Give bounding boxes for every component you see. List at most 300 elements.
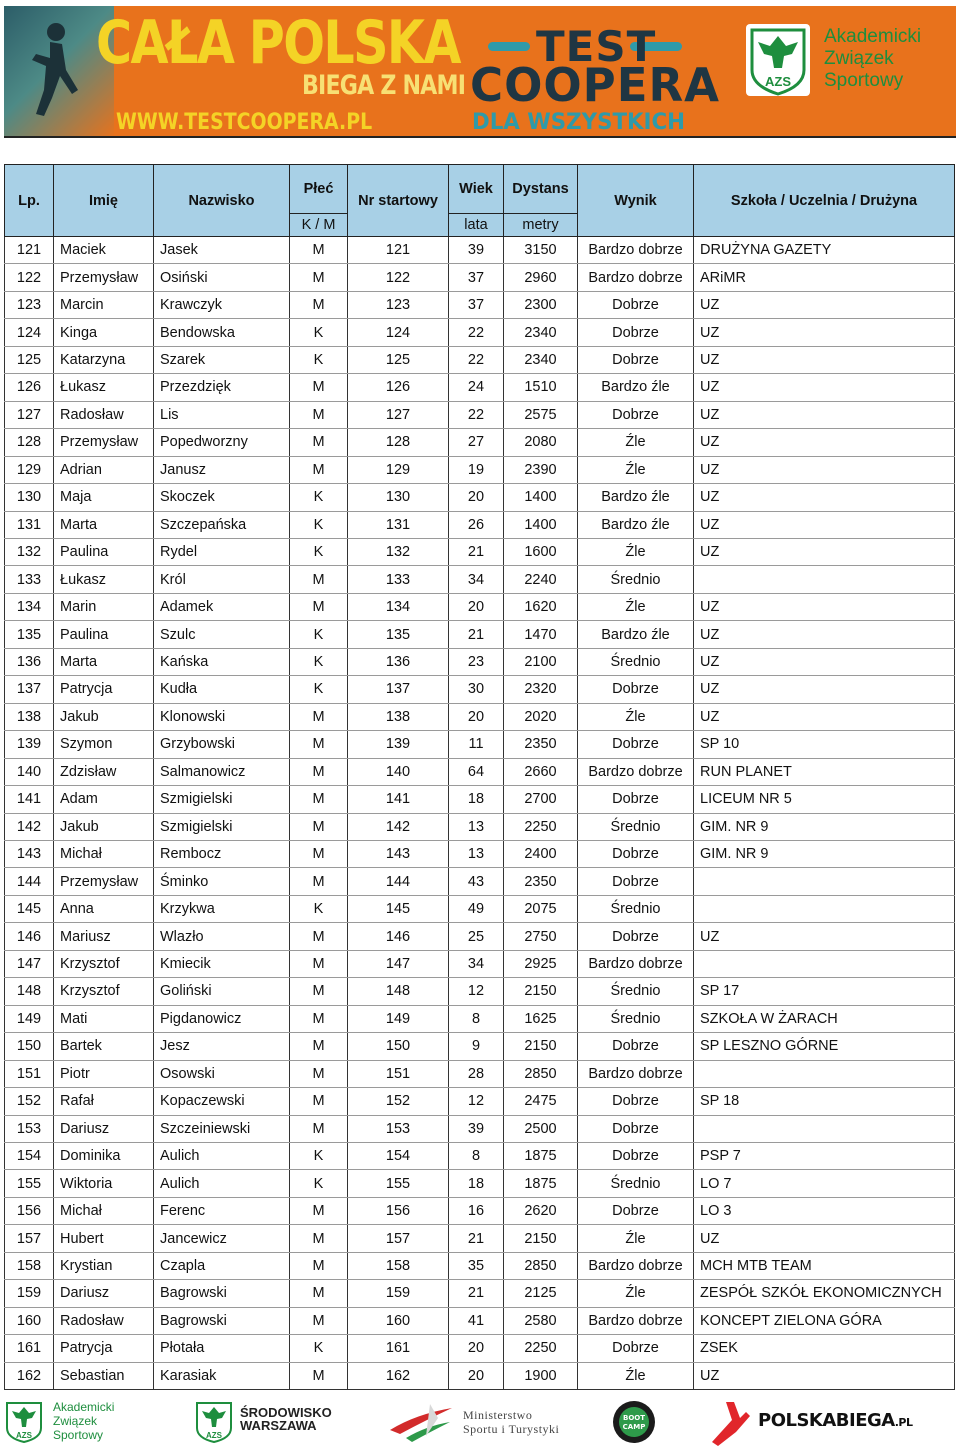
cell-lp: 159 [5, 1280, 54, 1307]
cell-lp: 140 [5, 758, 54, 785]
cell-distance: 1875 [504, 1170, 578, 1197]
cell-gender: M [290, 1005, 348, 1032]
cell-result: Bardzo źle [578, 511, 694, 538]
cell-first-name: Marcin [54, 291, 154, 318]
cell-age: 13 [449, 813, 504, 840]
sponsor-footer [0, 1394, 960, 1450]
cell-age: 25 [449, 923, 504, 950]
cell-school-team: GIM. NR 9 [694, 840, 955, 867]
cell-gender: K [290, 511, 348, 538]
cell-last-name: Lis [154, 401, 290, 428]
azs-name-line2: Związek [824, 48, 894, 69]
cell-distance: 2400 [504, 840, 578, 867]
cell-school-team: UZ [694, 676, 955, 703]
header-distance: Dystans [504, 165, 578, 214]
cell-result: Dobrze [578, 1115, 694, 1142]
table-row [5, 1225, 955, 1252]
cell-age: 37 [449, 291, 504, 318]
cell-gender: K [290, 538, 348, 565]
cell-last-name: Wlazło [154, 923, 290, 950]
cell-distance: 1625 [504, 1005, 578, 1032]
cell-gender: M [290, 758, 348, 785]
cell-result: Średnio [578, 1170, 694, 1197]
cell-gender: K [290, 484, 348, 511]
azs-logo [746, 24, 810, 96]
cell-age: 34 [449, 950, 504, 977]
cell-lp: 160 [5, 1307, 54, 1334]
cell-distance: 2850 [504, 1060, 578, 1087]
cell-last-name: Bagrowski [154, 1307, 290, 1334]
table-row [5, 566, 955, 593]
cell-school-team: UZ [694, 621, 955, 648]
footer-srodowisko-logo [194, 1400, 234, 1444]
cell-age: 19 [449, 456, 504, 483]
cell-lp: 125 [5, 346, 54, 373]
cell-distance: 2320 [504, 676, 578, 703]
cell-last-name: Kudła [154, 676, 290, 703]
cell-distance: 1875 [504, 1142, 578, 1169]
cell-last-name: Jesz [154, 1033, 290, 1060]
cell-result: Źle [578, 703, 694, 730]
cell-first-name: Piotr [54, 1060, 154, 1087]
cell-result: Bardzo źle [578, 484, 694, 511]
footer-ministry-name [463, 1408, 559, 1436]
cell-lp: 133 [5, 566, 54, 593]
cell-distance: 1400 [504, 511, 578, 538]
footer-bootcamp-logo [612, 1400, 656, 1444]
cell-school-team [694, 1060, 955, 1087]
cell-result: Dobrze [578, 676, 694, 703]
cell-result: Źle [578, 538, 694, 565]
footer-polskabiega-logo [706, 1398, 752, 1446]
cell-start-number: 129 [348, 456, 449, 483]
cell-age: 39 [449, 1115, 504, 1142]
cell-result: Średnio [578, 648, 694, 675]
cell-lp: 122 [5, 264, 54, 291]
cell-result: Dobrze [578, 1142, 694, 1169]
cell-distance: 1510 [504, 374, 578, 401]
cell-start-number: 131 [348, 511, 449, 538]
cell-lp: 157 [5, 1225, 54, 1252]
cell-last-name: Popedworzny [154, 429, 290, 456]
cell-first-name: Marta [54, 648, 154, 675]
cell-gender: M [290, 1225, 348, 1252]
cell-start-number: 152 [348, 1088, 449, 1115]
cell-school-team: UZ [694, 703, 955, 730]
cell-lp: 124 [5, 319, 54, 346]
cell-start-number: 154 [348, 1142, 449, 1169]
cell-gender: M [290, 840, 348, 867]
cell-result: Źle [578, 1280, 694, 1307]
cell-start-number: 126 [348, 374, 449, 401]
table-row [5, 676, 955, 703]
cell-result: Dobrze [578, 319, 694, 346]
cell-last-name: Jancewicz [154, 1225, 290, 1252]
cell-lp: 141 [5, 786, 54, 813]
table-row [5, 429, 955, 456]
cell-result: Bardzo dobrze [578, 1252, 694, 1279]
cell-distance: 2580 [504, 1307, 578, 1334]
cell-last-name: Szulc [154, 621, 290, 648]
cell-first-name: Michał [54, 1197, 154, 1224]
cell-lp: 134 [5, 593, 54, 620]
cell-first-name: Dariusz [54, 1280, 154, 1307]
cell-lp: 137 [5, 676, 54, 703]
header-last-name: Nazwisko [154, 165, 290, 237]
footer-azs-logo [4, 1400, 44, 1444]
cell-result: Dobrze [578, 1335, 694, 1362]
table-row [5, 456, 955, 483]
cell-result: Źle [578, 593, 694, 620]
cell-first-name: Wiktoria [54, 1170, 154, 1197]
cell-distance: 3150 [504, 237, 578, 264]
footer-polskabiega-name [758, 1410, 912, 1431]
cell-start-number: 143 [348, 840, 449, 867]
cell-distance: 2100 [504, 648, 578, 675]
cell-start-number: 161 [348, 1335, 449, 1362]
cell-first-name: Michał [54, 840, 154, 867]
cell-gender: K [290, 676, 348, 703]
cell-gender: M [290, 291, 348, 318]
table-row [5, 1033, 955, 1060]
bootcamp-badge-icon [612, 1400, 656, 1444]
cell-gender: K [290, 346, 348, 373]
cell-school-team: DRUŻYNA GAZETY [694, 237, 955, 264]
cell-age: 22 [449, 401, 504, 428]
svg-text:CAMP: CAMP [622, 1423, 646, 1431]
table-row [5, 346, 955, 373]
cell-last-name: Karasiak [154, 1362, 290, 1389]
cell-first-name: Przemysław [54, 429, 154, 456]
cell-distance: 2620 [504, 1197, 578, 1224]
cell-result: Dobrze [578, 401, 694, 428]
cell-gender: K [290, 648, 348, 675]
cell-school-team: LO 7 [694, 1170, 955, 1197]
cell-age: 43 [449, 868, 504, 895]
cell-age: 26 [449, 511, 504, 538]
table-row [5, 840, 955, 867]
cell-distance: 2350 [504, 731, 578, 758]
cell-first-name: Adam [54, 786, 154, 813]
cell-school-team: UZ [694, 511, 955, 538]
cell-distance: 2340 [504, 319, 578, 346]
cell-result: Dobrze [578, 1033, 694, 1060]
cell-distance: 2475 [504, 1088, 578, 1115]
cell-start-number: 148 [348, 978, 449, 1005]
cell-age: 30 [449, 676, 504, 703]
cell-first-name: Szymon [54, 731, 154, 758]
cell-start-number: 158 [348, 1252, 449, 1279]
cell-last-name: Osiński [154, 264, 290, 291]
table-row [5, 786, 955, 813]
cell-age: 37 [449, 264, 504, 291]
header-age: Wiek [449, 165, 504, 214]
cell-lp: 131 [5, 511, 54, 538]
table-row [5, 319, 955, 346]
header-start-number: Nr startowy [348, 165, 449, 237]
cell-school-team: UZ [694, 593, 955, 620]
cell-last-name: Rydel [154, 538, 290, 565]
table-row [5, 291, 955, 318]
cell-gender: K [290, 621, 348, 648]
cell-gender: M [290, 264, 348, 291]
cell-distance: 1900 [504, 1362, 578, 1389]
cell-distance: 2500 [504, 1115, 578, 1142]
cell-last-name: Osowski [154, 1060, 290, 1087]
cell-gender: K [290, 319, 348, 346]
cell-distance: 2340 [504, 346, 578, 373]
results-table [4, 164, 955, 1390]
cell-school-team: SZKOŁA W ŻARACH [694, 1005, 955, 1032]
cell-first-name: Patrycja [54, 1335, 154, 1362]
cell-start-number: 139 [348, 731, 449, 758]
cell-distance: 2925 [504, 950, 578, 977]
cell-first-name: Patrycja [54, 676, 154, 703]
table-row [5, 978, 955, 1005]
cell-result: Średnio [578, 813, 694, 840]
table-row [5, 593, 955, 620]
table-body [5, 237, 955, 1390]
cell-school-team: UZ [694, 484, 955, 511]
cell-start-number: 128 [348, 429, 449, 456]
cell-age: 21 [449, 621, 504, 648]
cell-first-name: Paulina [54, 538, 154, 565]
cell-result: Średnio [578, 895, 694, 922]
cell-last-name: Pigdanowicz [154, 1005, 290, 1032]
svg-text:AZS: AZS [765, 74, 791, 89]
cell-first-name: Łukasz [54, 566, 154, 593]
azs-name-line3: Sportowy [824, 70, 904, 91]
cell-lp: 153 [5, 1115, 54, 1142]
cell-lp: 139 [5, 731, 54, 758]
table-row [5, 237, 955, 264]
footer-azs-eagle-icon [4, 1400, 44, 1444]
cell-first-name: Mariusz [54, 923, 154, 950]
cell-last-name: Kańska [154, 648, 290, 675]
cell-last-name: Rembocz [154, 840, 290, 867]
cell-start-number: 124 [348, 319, 449, 346]
cell-distance: 2350 [504, 868, 578, 895]
cell-start-number: 144 [348, 868, 449, 895]
cell-result: Dobrze [578, 291, 694, 318]
cell-gender: M [290, 1280, 348, 1307]
cell-first-name: Hubert [54, 1225, 154, 1252]
svg-text:AZS: AZS [206, 1431, 222, 1440]
cell-age: 20 [449, 593, 504, 620]
cell-school-team: GIM. NR 9 [694, 813, 955, 840]
cell-start-number: 125 [348, 346, 449, 373]
cell-school-team: KONCEPT ZIELONA GÓRA [694, 1307, 955, 1334]
table-row [5, 1307, 955, 1334]
cell-first-name: Marin [54, 593, 154, 620]
cell-first-name: Krzysztof [54, 978, 154, 1005]
cell-lp: 136 [5, 648, 54, 675]
cell-gender: M [290, 731, 348, 758]
table-row [5, 1252, 955, 1279]
cell-distance: 2075 [504, 895, 578, 922]
cell-start-number: 153 [348, 1115, 449, 1142]
table-row [5, 923, 955, 950]
cell-school-team: UZ [694, 1225, 955, 1252]
cell-age: 12 [449, 1088, 504, 1115]
polskabiega-runner-icon [706, 1398, 752, 1446]
cell-lp: 151 [5, 1060, 54, 1087]
cell-distance: 2390 [504, 456, 578, 483]
cell-result: Dobrze [578, 1197, 694, 1224]
cell-age: 39 [449, 237, 504, 264]
cell-lp: 146 [5, 923, 54, 950]
cell-lp: 142 [5, 813, 54, 840]
cell-school-team: UZ [694, 1362, 955, 1389]
footer-azs-line2: Związek [53, 1414, 98, 1428]
cell-school-team [694, 566, 955, 593]
cell-school-team: LO 3 [694, 1197, 955, 1224]
cell-school-team: UZ [694, 648, 955, 675]
cell-age: 22 [449, 346, 504, 373]
cell-last-name: Szczepańska [154, 511, 290, 538]
cell-first-name: Anna [54, 895, 154, 922]
cell-start-number: 156 [348, 1197, 449, 1224]
cell-distance: 1600 [504, 538, 578, 565]
header-lp: Lp. [5, 165, 54, 237]
cell-gender: M [290, 1088, 348, 1115]
cell-result: Dobrze [578, 1088, 694, 1115]
cell-result: Dobrze [578, 868, 694, 895]
cell-start-number: 127 [348, 401, 449, 428]
header-first-name: Imię [54, 165, 154, 237]
cell-age: 20 [449, 1335, 504, 1362]
cell-lp: 158 [5, 1252, 54, 1279]
cell-age: 24 [449, 374, 504, 401]
cell-lp: 123 [5, 291, 54, 318]
cell-gender: M [290, 950, 348, 977]
cell-age: 49 [449, 895, 504, 922]
cell-first-name: Paulina [54, 621, 154, 648]
cell-lp: 155 [5, 1170, 54, 1197]
cell-start-number: 137 [348, 676, 449, 703]
cell-lp: 138 [5, 703, 54, 730]
azs-name-line1: Akademicki [824, 26, 922, 47]
table-row [5, 401, 955, 428]
cell-first-name: Jakub [54, 813, 154, 840]
cell-start-number: 132 [348, 538, 449, 565]
cell-lp: 129 [5, 456, 54, 483]
cell-result: Źle [578, 1362, 694, 1389]
cell-lp: 149 [5, 1005, 54, 1032]
cell-last-name: Klonowski [154, 703, 290, 730]
cell-age: 21 [449, 538, 504, 565]
cell-gender: K [290, 895, 348, 922]
svg-text:AZS: AZS [16, 1431, 32, 1440]
cell-age: 13 [449, 840, 504, 867]
cell-lp: 145 [5, 895, 54, 922]
cell-lp: 121 [5, 237, 54, 264]
cell-result: Bardzo źle [578, 374, 694, 401]
cell-school-team [694, 1115, 955, 1142]
cell-school-team: UZ [694, 346, 955, 373]
cell-school-team [694, 895, 955, 922]
cell-start-number: 160 [348, 1307, 449, 1334]
cell-gender: M [290, 1033, 348, 1060]
ministry-swoosh-icon [386, 1400, 456, 1444]
cell-last-name: Grzybowski [154, 731, 290, 758]
cell-first-name: Bartek [54, 1033, 154, 1060]
cell-first-name: Przemysław [54, 264, 154, 291]
cell-start-number: 146 [348, 923, 449, 950]
cell-gender: M [290, 1252, 348, 1279]
cell-gender: M [290, 978, 348, 1005]
table-row [5, 1280, 955, 1307]
cell-school-team: ZSEK [694, 1335, 955, 1362]
cell-age: 20 [449, 1362, 504, 1389]
cell-first-name: Kinga [54, 319, 154, 346]
cell-last-name: Śminko [154, 868, 290, 895]
cell-first-name: Jakub [54, 703, 154, 730]
cell-distance: 2700 [504, 786, 578, 813]
cell-age: 9 [449, 1033, 504, 1060]
cell-lp: 152 [5, 1088, 54, 1115]
cell-distance: 2660 [504, 758, 578, 785]
cell-distance: 2150 [504, 978, 578, 1005]
cell-start-number: 134 [348, 593, 449, 620]
footer-ministry-line1: Ministerstwo [463, 1408, 533, 1422]
cell-start-number: 122 [348, 264, 449, 291]
cell-gender: M [290, 813, 348, 840]
svg-text:BOOT: BOOT [622, 1414, 646, 1422]
cell-last-name: Krawczyk [154, 291, 290, 318]
coopera-title: COOPERA [470, 58, 721, 112]
footer-azs-name [53, 1400, 114, 1442]
cell-last-name: Ferenc [154, 1197, 290, 1224]
cell-lp: 154 [5, 1142, 54, 1169]
cell-start-number: 140 [348, 758, 449, 785]
cell-result: Dobrze [578, 731, 694, 758]
cell-school-team: SP 17 [694, 978, 955, 1005]
decor-dash-left [488, 42, 530, 51]
subheader-distance-units: metry [504, 214, 578, 237]
cell-last-name: Kmiecik [154, 950, 290, 977]
header-school-team: Szkoła / Uczelnia / Drużyna [694, 165, 955, 237]
cell-school-team: SP 10 [694, 731, 955, 758]
cell-last-name: Szmigielski [154, 813, 290, 840]
cell-distance: 1620 [504, 593, 578, 620]
table-row [5, 813, 955, 840]
cell-lp: 128 [5, 429, 54, 456]
cell-age: 16 [449, 1197, 504, 1224]
cell-first-name: Radosław [54, 401, 154, 428]
cell-last-name: Aulich [154, 1170, 290, 1197]
cell-last-name: Bendowska [154, 319, 290, 346]
cell-age: 27 [449, 429, 504, 456]
cell-age: 20 [449, 484, 504, 511]
polskabiega-text: POLSKABIEGA [758, 1410, 895, 1431]
cell-last-name: Szczeiniewski [154, 1115, 290, 1142]
cell-gender: M [290, 1115, 348, 1142]
cell-distance: 2150 [504, 1033, 578, 1060]
cell-age: 23 [449, 648, 504, 675]
footer-azs-line3: Sportowy [53, 1428, 104, 1442]
cell-start-number: 121 [348, 237, 449, 264]
cell-first-name: Rafał [54, 1088, 154, 1115]
cell-result: Bardzo dobrze [578, 1060, 694, 1087]
footer-srodowisko-name [240, 1406, 332, 1432]
cell-last-name: Janusz [154, 456, 290, 483]
cell-age: 35 [449, 1252, 504, 1279]
cell-result: Dobrze [578, 923, 694, 950]
test-title: TEST [536, 22, 657, 71]
header-result: Wynik [578, 165, 694, 237]
cell-gender: M [290, 593, 348, 620]
